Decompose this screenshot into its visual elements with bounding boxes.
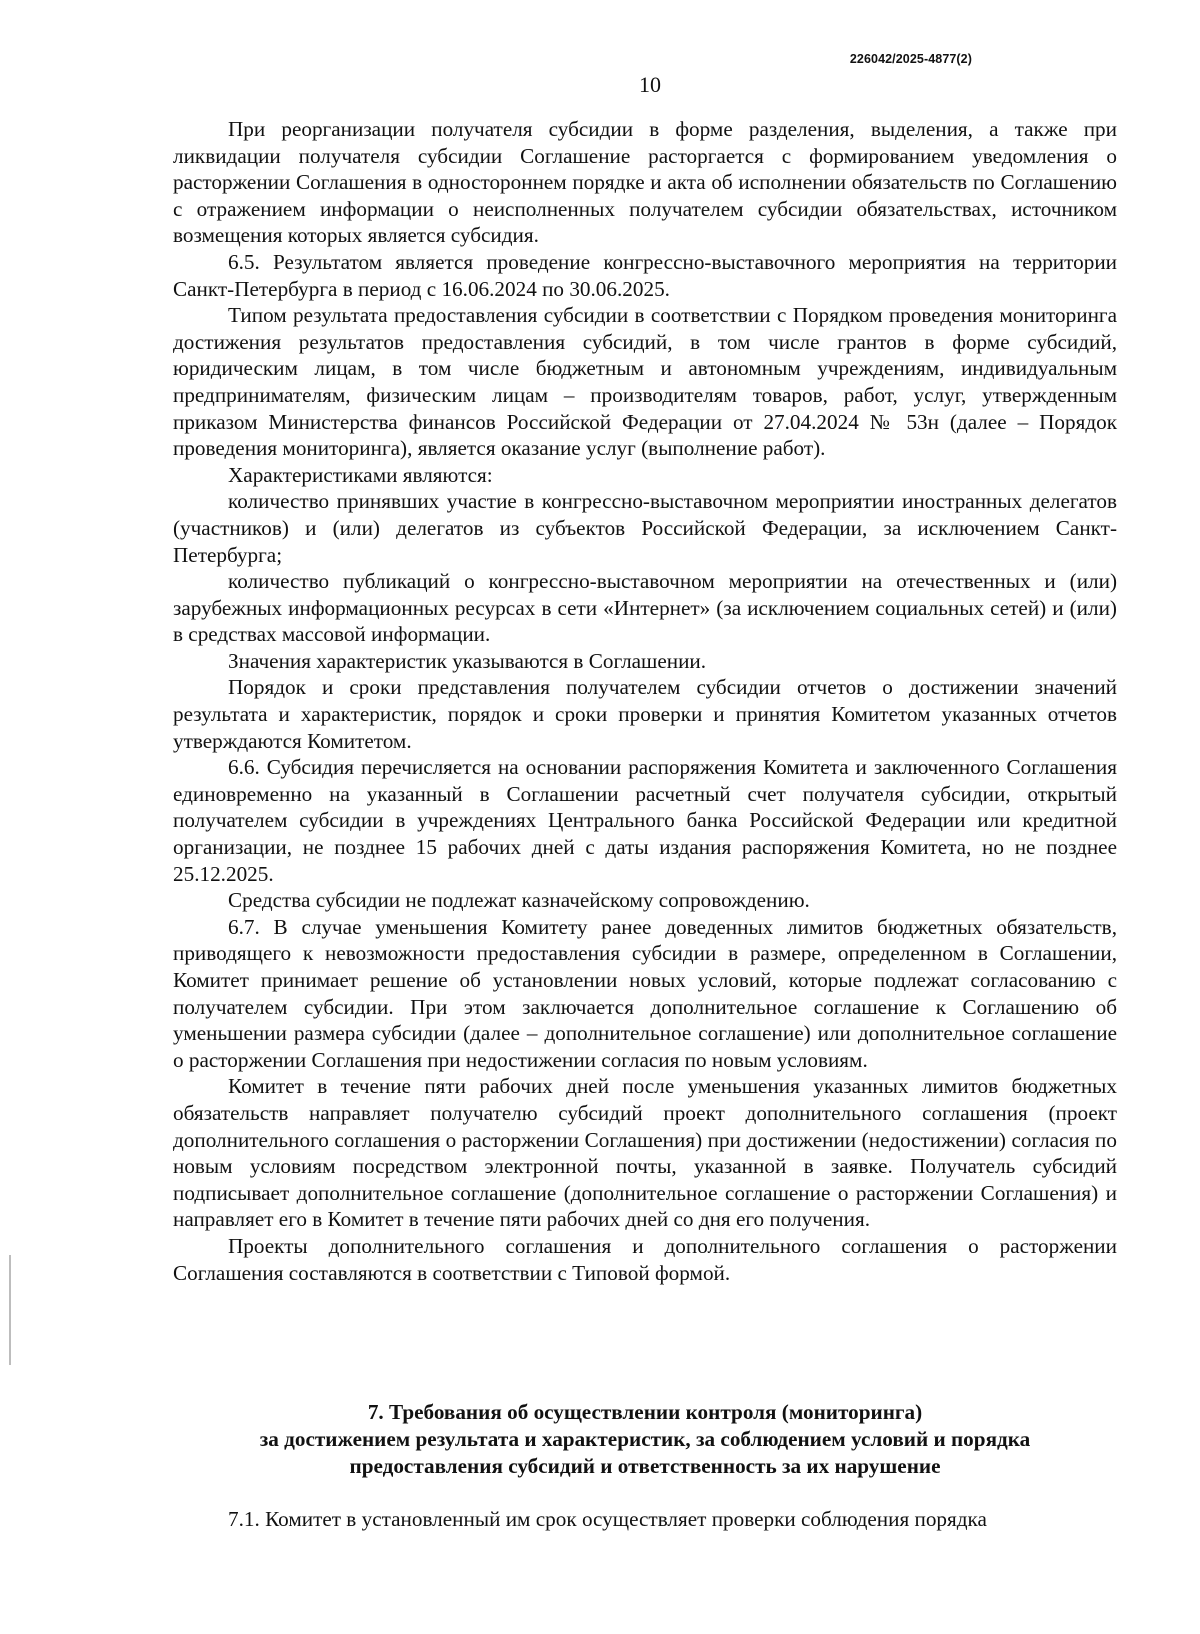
paragraph-6-6-transfer: 6.6. Субсидия перечисляется на основании распоряжения Комитета и заключенного Соглашения единовременно на указанный в Соглашении расчетный счет получателя субсидии, открытый получателем субсидии в учреждениях Центрального банка Российской Федерации или кредитной организации, не позднее 15 рабочих дней с даты издания распоряжения Комитета, но не позднее 25.12.2025. xyxy=(173,755,1117,886)
paragraph-committee-notice: Комитет в течение пяти рабочих дней после уменьшения указанных лимитов бюджетных обязательств направляет получателю субсидий проект дополнительного соглашения (проект дополнительного соглашения о расторжении Соглашения) при достижении (недостижении) согласия по новым условиям посредством электронной почты, указанной в заявке. Получатель субсидий подписывает дополнительное соглашение (дополнительное соглашение о расторжении Соглашения) и направляет его в Комитет в течение пяти рабочих дней со дня его получения. xyxy=(173,1074,1117,1232)
section-7-heading-line-3: предоставления субсидий и ответственность за их нарушение xyxy=(349,1453,941,1478)
paragraph-characteristics-intro: Характеристиками являются: xyxy=(228,462,493,487)
paragraph-characteristic-publications: количество публикаций о конгрессно-выставочном мероприятии на отечественных и (или) зарубежных информационных ресурсах в сети «Интернет» (за исключением социальных сетей) и (или) в средствах массовой информации. xyxy=(173,569,1117,647)
document-registration-number: 226042/2025-4877(2) xyxy=(849,52,972,66)
scan-edge-mark xyxy=(9,1255,11,1365)
section-7-heading-line-1: 7. Требования об осуществлении контроля (мониторинга) xyxy=(367,1400,923,1424)
paragraph-6-5-result: 6.5. Результатом является проведение конгрессно-выставочного мероприятия на территории Санкт-Петербурга в период с 16.06.2024 по 30.06.2025. xyxy=(173,249,1117,301)
paragraph-additional-agreement-forms: Проекты дополнительного соглашения и дополнительного соглашения о расторжении Соглашения составляются в соответствии с Типовой формой. xyxy=(173,1233,1117,1285)
section-7-body xyxy=(173,1506,1117,1533)
paragraph-characteristic-delegates: количество принявших участие в конгрессно-выставочном мероприятии иностранных делегатов (участников) и (или) делегатов из субъектов Российской Федерации, за исключением Санкт-Петербурга; xyxy=(173,489,1117,567)
paragraph-result-type: Типом результата предоставления субсидии в соответствии с Порядком проведения мониторинга достижения результатов предоставления субсидий, в том числе грантов в форме субсидий, юридическим лицам, в том числе бюджетным и автономным учреждениям, индивидуальным предпринимателям, физическим лицам – производителям товаров, работ, услуг, утвержденным приказом Министерства финансов Российской Федерации от 27.04.2024 № 53н (далее – Порядок проведения мониторинга), является оказание услуг (выполнение работ). xyxy=(173,303,1117,461)
paragraph-treasury-support: Средства субсидии не подлежат казначейскому сопровождению. xyxy=(228,888,810,913)
clause-7-1: 7.1. Комитет в установленный им срок осуществляет проверки соблюдения порядка xyxy=(228,1507,987,1531)
section-7-heading-line-2: за достижением результата и характеристик, за соблюдением условий и порядка xyxy=(259,1426,1031,1451)
paragraph-reorganization: При реорганизации получателя субсидии в форме разделения, выделения, а также при ликвидации получателя субсидии Соглашение расторгается с формированием уведомления о расторжении Соглашения в одностороннем порядке и акта об исполнении обязательств по Соглашению с отражением информации о неисполненных получателем субсидии обязательствах, источником возмещения которых является субсидия. xyxy=(173,117,1117,248)
paragraph-report-procedure: Порядок и сроки представления получателем субсидии отчетов о достижении значений результата и характеристик, порядок и сроки проверки и принятия Комитетом указанных отчетов утверждаются Комитетом. xyxy=(173,675,1117,753)
document-body xyxy=(173,116,1117,1286)
paragraph-6-7-limits: 6.7. В случае уменьшения Комитету ранее доведенных лимитов бюджетных обязательств, приводящего к невозможности предоставления субсидии в размере, определенном в Соглашении, Комитет принимает решение об установлении новых условий, которые подлежат согласованию с получателем субсидии. При этом заключается дополнительное соглашение к Соглашению об уменьшении размера субсидии (далее – дополнительное соглашение) или дополнительное соглашение о расторжении Соглашения при недостижении согласия по новым условиям. xyxy=(173,914,1117,1072)
paragraph-characteristic-values: Значения характеристик указываются в Соглашении. xyxy=(228,648,707,673)
page-number: 10 xyxy=(639,72,661,97)
section-7-heading xyxy=(173,1399,1117,1479)
